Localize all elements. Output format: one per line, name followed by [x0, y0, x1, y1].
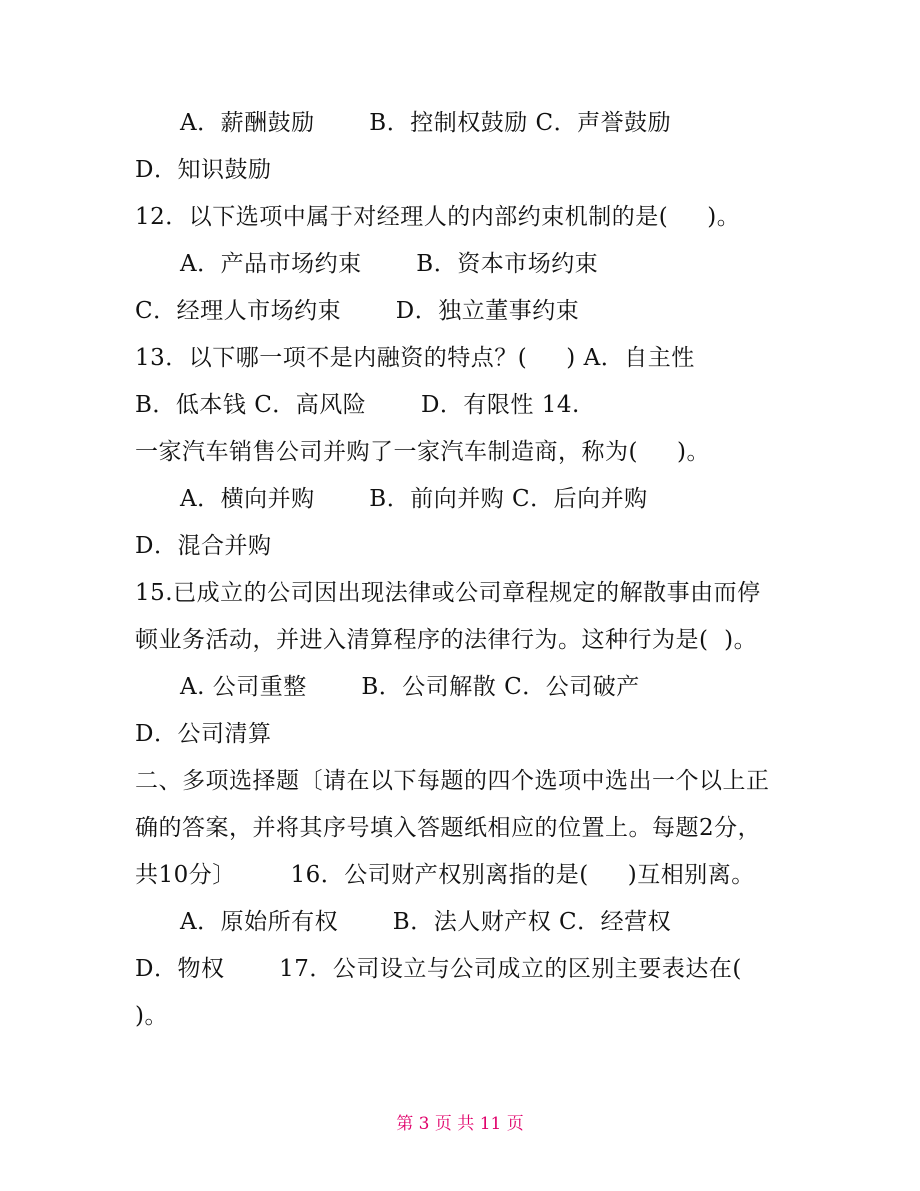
option-line-q15-d: D．公司清算 [135, 721, 272, 747]
question-13: 13．以下哪一项不是内融资的特点？( ) A．自主性 [135, 345, 695, 371]
option-line-q12-ab: A．产品市场约束 B．资本市场约束 [180, 251, 599, 277]
section-2-heading-line-3: 共10分〕 16．公司财产权别离指的是( )互相别离。 [135, 862, 755, 888]
option-line-q11-d: D．知识鼓励 [135, 157, 272, 183]
section-2-heading-line-2: 确的答案，并将其序号填入答题纸相应的位置上。每题2分， [135, 815, 762, 841]
option-line-q13-bcd: B．低本钱 C．高风险 D．有限性 14. [135, 392, 580, 418]
question-15-line-2: 顿业务活动，并进入清算程序的法律行为。这种行为是( )。 [135, 627, 758, 653]
question-17-line-2: )。 [135, 1003, 168, 1029]
section-2-heading-line-1: 二、多项选择题〔请在以下每题的四个选项中选出一个以上正 [135, 768, 770, 794]
page-number-footer: 第 3 页 共 11 页 [396, 1114, 524, 1134]
question-17-line-1: D．物权 17．公司设立与公司成立的区别主要表达在( [135, 956, 742, 982]
question-15-line-1: 15.已成立的公司因出现法律或公司章程规定的解散事由而停 [135, 580, 761, 606]
option-line-q16-abc: A．原始所有权 B．法人财产权 C．经营权 [180, 909, 672, 935]
option-line-q14-d: D．混合并购 [135, 533, 272, 559]
option-line-q12-cd: C．经理人市场约束 D．独立董事约束 [135, 298, 580, 324]
option-line-q14-abc: A．横向并购 B．前向并购 C．后向并购 [180, 486, 648, 512]
question-12: 12．以下选项中属于对经理人的内部约束机制的是( )。 [135, 204, 741, 230]
option-line-q15-abc: A. 公司重整 B．公司解散 C．公司破产 [180, 674, 640, 700]
option-line-q11-abc: A．薪酬鼓励 B．控制权鼓励 C．声誉鼓励 [180, 110, 672, 136]
question-14: 一家汽车销售公司并购了一家汽车制造商，称为( )。 [135, 439, 711, 465]
